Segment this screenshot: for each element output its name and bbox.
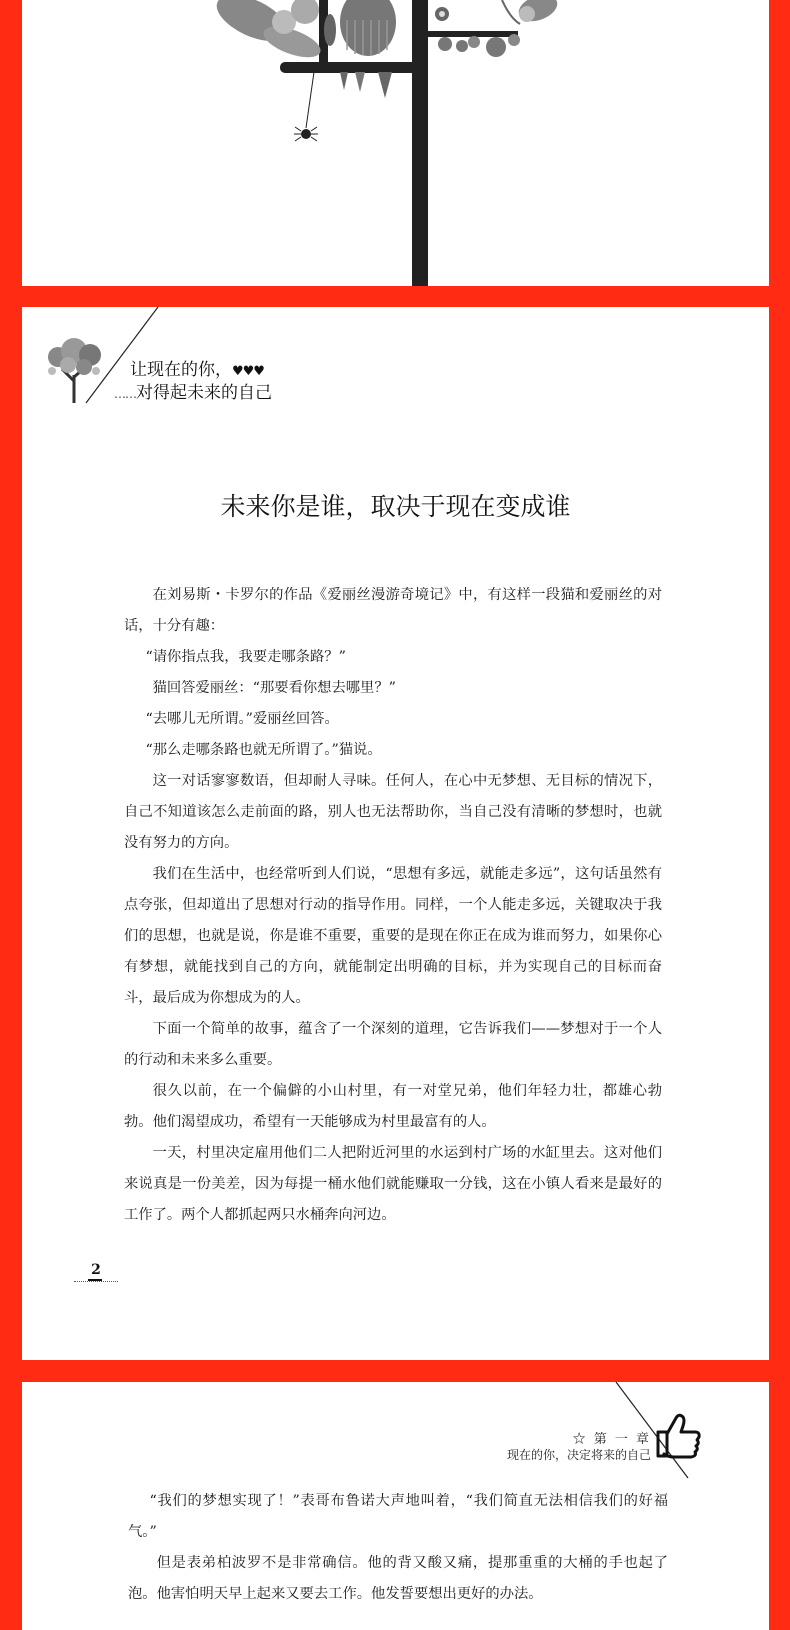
- page-number: 2: [91, 1262, 101, 1278]
- tree-owl-illustration: [22, 0, 769, 286]
- paragraph: “去哪儿无所谓。”爱丽丝回答。: [145, 711, 339, 727]
- header-line2-text: 对得起未来的自己: [136, 383, 272, 403]
- page-illustration: [22, 0, 769, 286]
- paragraph: “我们的梦想实现了！”表哥布鲁诺大声地叫着，“我们简直无法相信我们的好福气。”: [128, 1493, 668, 1540]
- paragraph: “那么走哪条路也就无所谓了。”猫说。: [145, 742, 382, 758]
- header-title-line1: [130, 355, 264, 380]
- hearts-icon: ♥♥♥: [232, 364, 264, 379]
- paragraph: 在刘易斯・卡罗尔的作品《爱丽丝漫游奇境记》中，有这样一段猫和爱丽丝的对话，十分有趣：: [124, 587, 662, 634]
- article-body: [124, 580, 662, 1231]
- continuation-page: [22, 1382, 769, 1630]
- article-page: [22, 307, 769, 1360]
- chapter-subtitle: 现在的你，决定将来的自己: [506, 1448, 651, 1462]
- continuation-body: [128, 1486, 668, 1610]
- page-number-dotted-line: [74, 1281, 118, 1282]
- paragraph: 这一对话寥寥数语，但却耐人寻味。任何人，在心中无梦想、无目标的情况下，自己不知道该怎么走前面的路，别人也无法帮助你，当自己没有清晰的梦想时，也就没有努力的方向。: [124, 773, 662, 851]
- header-line1-text: 让现在的你，: [130, 360, 232, 380]
- paragraph: 但是表弟柏波罗不是非常确信。他的背又酸又痛，提那重重的大桶的手也起了泡。他害怕明天早上起来又要去工作。他发誓要想出更好的办法。: [128, 1555, 668, 1602]
- header-dots: ……: [114, 387, 136, 401]
- paragraph: “请你指点我，我要走哪条路？”: [145, 649, 346, 665]
- header-title-line2: [114, 378, 272, 403]
- chapter-label: ☆ 第 一 章: [572, 1432, 651, 1447]
- paragraph: 下面一个简单的故事，蕴含了一个深刻的道理，它告诉我们——梦想对于一个人的行动和未来多么重要。: [124, 1021, 662, 1068]
- paragraph: 很久以前，在一个偏僻的小山村里，有一对堂兄弟，他们年轻力壮，都雄心勃勃。他们渴望成功，希望有一天能够成为村里最富有的人。: [124, 1083, 662, 1130]
- paragraph: 我们在生活中，也经常听到人们说，“思想有多远，就能走多远”，这句话虽然有点夸张，但却道出了思想对行动的指导作用。同样，一个人能走多远，关键取决于我们的思想，也就是说，你是谁不重要，重要的是现在你正在成为谁而努力，如果你心有梦想，就能找到自己的方向，就能制定出明确的目标，并为实现自己的目标而奋斗，最后成为你想成为的人。: [124, 866, 662, 1006]
- paragraph: 一天，村里决定雇用他们二人把附近河里的水运到村广场的水缸里去。这对他们来说真是一份美差，因为每提一桶水他们就能赚取一分钱，这在小镇人看来是最好的工作了。两个人都抓起两只水桶奔向河边。: [124, 1145, 662, 1223]
- thumbs-up-icon: [654, 1412, 704, 1460]
- article-title: 未来你是谁，取决于现在变成谁: [220, 492, 571, 521]
- paragraph: 猫回答爱丽丝：“那要看你想去哪里？”: [152, 680, 396, 696]
